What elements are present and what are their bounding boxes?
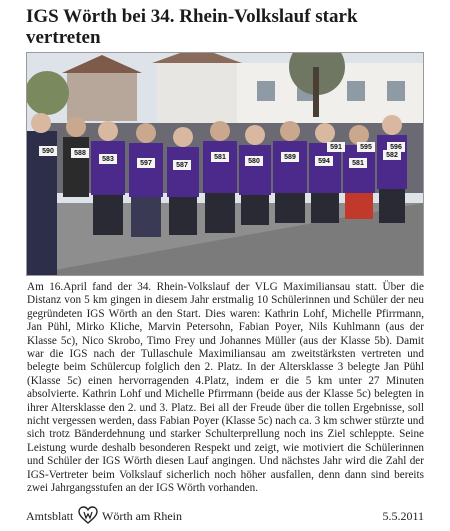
- publication-date: 5.5.2011: [382, 509, 424, 523]
- town-name: Wörth am Rhein: [102, 509, 182, 523]
- runners-photo: [27, 53, 423, 275]
- bib-number: 582: [386, 152, 398, 159]
- article-body: Am 16.April fand der 34. Rhein-Volkslauf der VLG Maximiliansau statt. Über die Distanz von 5 km gingen in diesem Jahr erstmalig 10 Schülerinnen und Schüler der neu gegründeten IGS Wörth an den Start. Dies waren: Kathrin Lohf, Michelle Pfirrmann, Jan Pühl, Mirko Kliche, Marvin Petersohn, Fabian Poyer, Nils Kuhlmann (aus der Klasse 5c), Nico Skrobo, Timo Frey und Johannes Müller (aus der Klasse 5b). Damit war die IGS nach der Tullaschule Maximiliansau am zweitstärksten vertreten und belegte beim Schülercup folglich den 2. Platz. In der Altersklasse 3 belegte Jan Pühl (Klasse 5c) einen hervorragenden 4.Platz, indem er die 5 km unter 27 Minuten absolvierte. Kathrin Lohf und Michelle Pfirrmann (beide aus der Klasse 5c) belegten in ihrer Altersklasse den 2. und 3. Platz. Bei all der Freude über die tollen Ergebnisse, soll nicht vergessen werden, dass Fabian Poyer (Klasse 5c) nach ca. 3 km schwer stürzte und sich trotz Bänderdehnung und starker Schulterprellung noch ins Ziel schleppte. Seine Leistung wurde deshalb besonderen Respekt und zeigt, wie motiviert die Schülerinnen und Schüler der IGS Wörth diesen Lauf angingen. Und nächstes Jahr wird die Zahl der IGS-Vertreter beim Volkslauf sicherlich noch höher ausfallen, denn dann sind bereits zwei Jahrgangsstufen an der IGS Wörth vorhanden.: [27, 281, 424, 495]
- article-headline: IGS Wörth bei 34. Rhein-Volkslauf stark vertreten: [26, 6, 358, 48]
- bib-number: 594: [318, 158, 330, 165]
- bib-number: 590: [42, 148, 54, 155]
- bib-number: 580: [248, 158, 260, 165]
- bib-number: 595: [360, 144, 372, 151]
- bib-number: 587: [176, 162, 188, 169]
- bib-number: 581: [214, 154, 226, 161]
- bib-number: 591: [330, 144, 342, 151]
- bib-number: 596: [390, 144, 402, 151]
- bib-number: 597: [140, 160, 152, 167]
- heart-w-logo-icon: [78, 506, 98, 524]
- bib-number: 583: [102, 156, 114, 163]
- publication-name: Amtsblatt: [26, 509, 74, 523]
- article-photo: [26, 52, 424, 276]
- bib-number: 588: [74, 150, 86, 157]
- page-footer: [26, 506, 424, 526]
- bib-number: 581: [352, 160, 364, 167]
- bib-number: 589: [284, 154, 296, 161]
